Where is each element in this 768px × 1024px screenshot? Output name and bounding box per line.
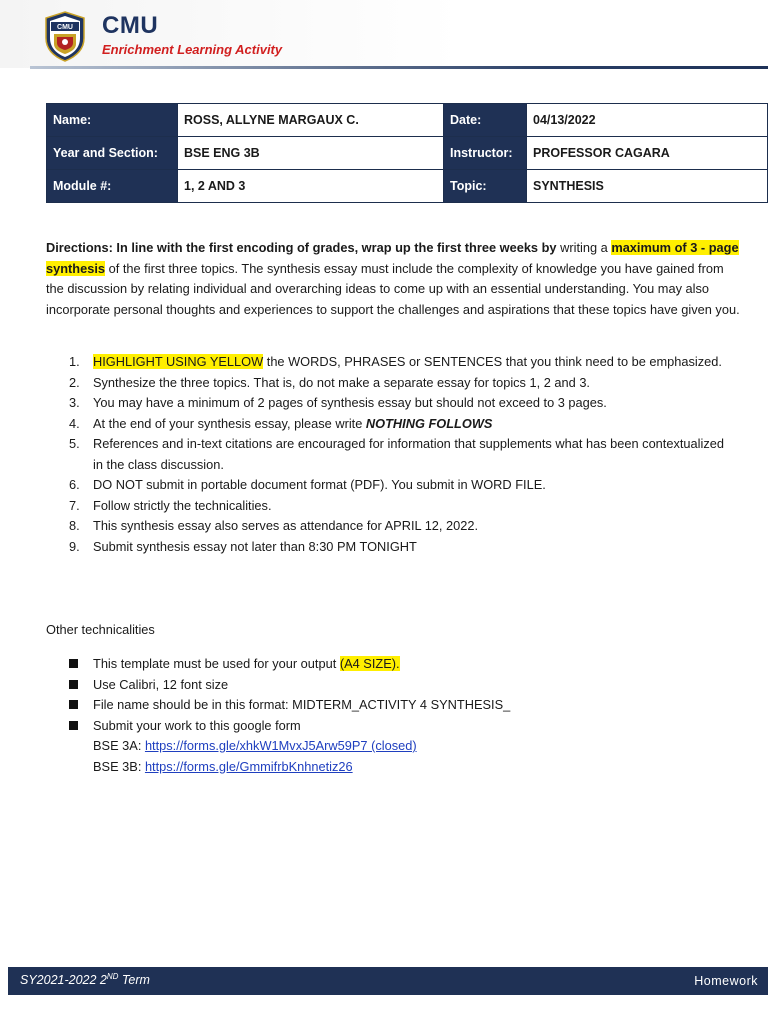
org-subtitle: Enrichment Learning Activity: [102, 42, 283, 57]
footer-term-text: SY2021-2022 2: [20, 973, 107, 988]
directions-lead: Directions: In line with the first encoding of grades, wrap up the first three weeks by: [46, 240, 557, 255]
list-number: 1.: [69, 354, 80, 369]
instructor-value: PROFESSOR CAGARA: [527, 137, 768, 170]
list-number: 9.: [69, 538, 80, 554]
logo-text: CMU: [57, 24, 73, 31]
footer-term: [20, 972, 150, 987]
list-number: 6.: [69, 477, 80, 492]
list-item: [46, 414, 736, 435]
technicalities-list: [46, 654, 736, 777]
list-item: [46, 537, 736, 558]
rule-3-text: You may have a minimum of 2 pages of synthesis essay but should not exceed to 3 pages.: [93, 395, 607, 410]
tech-3-text: File name should be in this format: MIDTERM_ACTIVITY 4 SYNTHESIS_: [93, 697, 511, 712]
other-technicalities-title: Other technicalities: [46, 622, 155, 637]
list-item: [46, 475, 736, 496]
link-3a-label: BSE 3A:: [93, 738, 145, 753]
list-item: [46, 373, 736, 394]
rule-4-emphasis: NOTHING FOLLOWS: [365, 415, 493, 431]
list-item: [46, 716, 736, 737]
list-item: [46, 434, 736, 475]
university-seal-icon: [38, 10, 92, 64]
footer-term-tail: Term: [118, 973, 150, 988]
name-value: ROSS, ALLYNE MARGAUX C.: [178, 104, 444, 137]
table-row: [47, 170, 768, 203]
link-3b-label: BSE 3B:: [93, 758, 145, 774]
topic-value: SYNTHESIS: [527, 170, 768, 203]
name-label: Name:: [47, 104, 178, 137]
list-item: [46, 675, 736, 696]
footer-kind: Homework: [694, 974, 758, 988]
square-bullet-icon: [69, 659, 78, 668]
list-item: [46, 352, 736, 373]
rule-7-text: Follow strictly the technicalities.: [93, 497, 272, 513]
list-number: 7.: [69, 497, 80, 513]
list-number: 2.: [69, 374, 80, 390]
instructor-label: Instructor:: [444, 137, 527, 170]
square-bullet-icon: [69, 721, 78, 730]
org-name: CMU: [102, 12, 159, 39]
tech-1-text: This template must be used for your output: [93, 656, 340, 671]
rules-list: [46, 352, 736, 557]
rule-8-text: This synthesis essay also serves as attendance for APRIL 12, 2022.: [93, 518, 479, 533]
section-label: Year and Section:: [47, 137, 178, 170]
date-label: Date:: [444, 104, 527, 137]
table-row: [47, 104, 768, 137]
list-item: [46, 654, 736, 675]
header-rule: [30, 66, 768, 69]
date-value: 04/13/2022: [527, 104, 768, 137]
directions-highlight: maximum of 3 - page synthesis: [46, 240, 739, 276]
module-label: Module #:: [47, 170, 178, 203]
rule-1-highlight: HIGHLIGHT USING YELLOW: [93, 354, 264, 369]
list-number: 8.: [69, 518, 80, 533]
list-item: [46, 757, 736, 778]
footer-term-sup: ND: [106, 972, 119, 981]
form-link-bse-3b[interactable]: https://forms.gle/GmmifrbKnhnetiz26: [144, 758, 353, 774]
form-link-bse-3a[interactable]: https://forms.gle/xhkW1MvxJ5Arw59P7 (closed): [144, 738, 417, 753]
directions-connector: writing a: [556, 240, 612, 255]
list-item: [46, 393, 736, 414]
module-value: 1, 2 AND 3: [178, 170, 444, 203]
tech-4-text: Submit your work to this google form: [93, 717, 301, 733]
info-table: [46, 103, 768, 203]
list-item: [46, 695, 736, 716]
section-value: BSE ENG 3B: [178, 137, 444, 170]
footer-bar: [8, 967, 768, 995]
rule-4-text: At the end of your synthesis essay, please write: [93, 415, 366, 431]
table-row: [47, 137, 768, 170]
tech-2-text: Use Calibri, 12 font size: [93, 676, 229, 692]
rule-2-text: Synthesize the three topics. That is, do not make a separate essay for topics 1, 2 and 3.: [93, 374, 590, 390]
rule-5-text: References and in-text citations are encouraged for information that supplements what has been contextualized in the class discussion.: [93, 436, 724, 472]
square-bullet-icon: [69, 680, 78, 689]
list-number: 3.: [69, 395, 80, 410]
directions-paragraph: [46, 238, 740, 320]
rule-1-text: the WORDS, PHRASES or SENTENCES that you think need to be emphasized.: [263, 354, 722, 369]
list-item: [46, 516, 736, 537]
directions-body: of the first three topics. The synthesis essay must include the complexity of knowledge you have gained from the discussion by relating individual and overarching ideas to come up with an essential understanding. You may also incorporate personal thoughts and experiences to support the challenges and aspirations that these topics have given you.: [46, 260, 740, 317]
rule-9-text: Submit synthesis essay not later than 8:30 PM TONIGHT: [93, 538, 417, 554]
list-item: [46, 496, 736, 517]
list-number: 5.: [69, 436, 80, 451]
list-number: 4.: [69, 415, 80, 431]
tech-1-highlight: (A4 SIZE).: [339, 656, 400, 671]
rule-6-text: DO NOT submit in portable document format (PDF). You submit in WORD FILE.: [93, 477, 546, 492]
topic-label: Topic:: [444, 170, 527, 203]
list-item: [46, 736, 736, 757]
square-bullet-icon: [69, 700, 78, 709]
